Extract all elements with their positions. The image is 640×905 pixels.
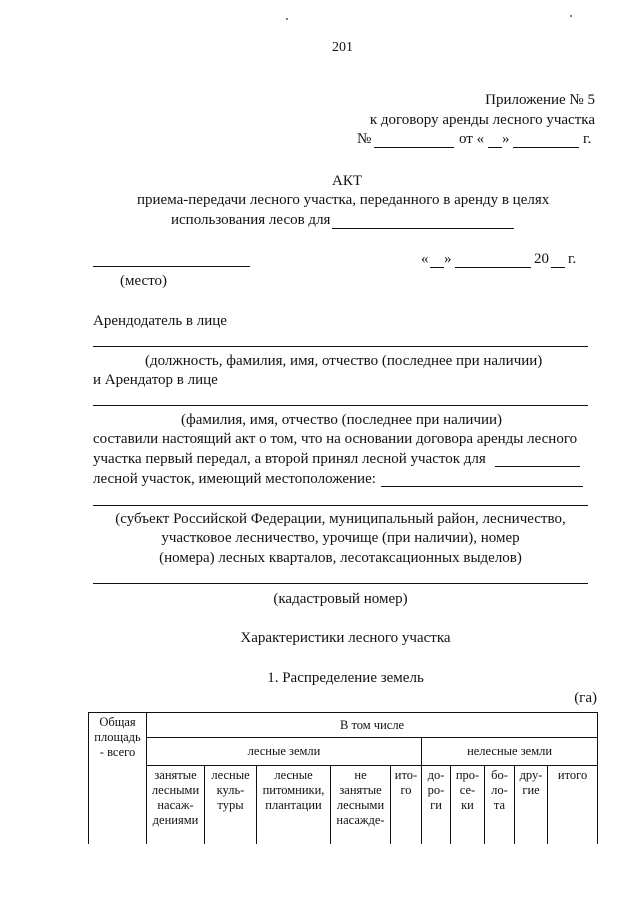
act-title: АКТ bbox=[332, 173, 362, 189]
lessor-label: Арендодатель в лице bbox=[93, 313, 227, 329]
act-month-line bbox=[455, 267, 531, 268]
body-paragraph-line2: участка первый передал, а второй принял лесной участок для bbox=[93, 451, 486, 467]
column-header-line: лесными bbox=[336, 798, 385, 812]
column-header-line: туры bbox=[217, 798, 244, 812]
nonforest-lands-header: нелесные земли bbox=[422, 738, 598, 766]
characteristics-heading: Характеристики лесного участка bbox=[240, 630, 451, 646]
total-area-header bbox=[89, 713, 147, 844]
column-header-line: питомники, bbox=[262, 783, 325, 797]
column-header-forest-crops bbox=[205, 766, 257, 844]
column-header-line: ки bbox=[461, 798, 474, 812]
column-header-line: се- bbox=[459, 783, 476, 797]
column-header-line: лесные bbox=[211, 768, 250, 782]
distribution-section-title: 1. Распределение земель bbox=[267, 670, 424, 686]
column-header-clearings bbox=[451, 766, 485, 844]
act-title-line1: приема-передачи лесного участка, переданного в аренду в целях bbox=[137, 192, 550, 208]
cadastral-line bbox=[93, 583, 588, 584]
column-header-line: дениями bbox=[152, 813, 199, 827]
total-area-line: Общая bbox=[99, 715, 136, 729]
column-header-line: не bbox=[354, 768, 367, 782]
unit-label: (га) bbox=[574, 690, 597, 706]
lessor-caption: (должность, фамилия, имя, отчество (последнее при наличии) bbox=[145, 353, 543, 369]
appendix-title: Приложение № 5 bbox=[485, 92, 595, 108]
column-header-line: занятые bbox=[154, 768, 197, 782]
contract-year-suffix: г. bbox=[583, 131, 592, 147]
contract-date-quote: » bbox=[502, 131, 510, 147]
column-header-line: гие bbox=[522, 783, 540, 797]
column-header-roads bbox=[422, 766, 451, 844]
contract-day-line bbox=[488, 147, 502, 148]
scan-dot bbox=[570, 15, 572, 17]
act-date-quote-open: « bbox=[421, 251, 429, 267]
total-area-line: - всего bbox=[99, 745, 136, 759]
column-header-nurseries bbox=[257, 766, 331, 844]
including-header: В том числе bbox=[147, 713, 598, 738]
location-line-1 bbox=[381, 486, 583, 487]
location-caption-3: (номера) лесных кварталов, лесотаксационных выделов) bbox=[159, 550, 522, 566]
act-day-line bbox=[430, 267, 444, 268]
column-header-line: лесными bbox=[151, 783, 200, 797]
lessor-line bbox=[93, 346, 588, 347]
forest-lands-header: лесные земли bbox=[147, 738, 422, 766]
column-header-forest-total bbox=[391, 766, 422, 844]
column-header-unstocked bbox=[331, 766, 391, 844]
location-caption-1: (субъект Российской Федерации, муниципальный район, лесничество, bbox=[115, 511, 566, 527]
place-line bbox=[93, 266, 250, 267]
column-header-line: насаж- bbox=[157, 798, 194, 812]
column-header-line: плантации bbox=[265, 798, 322, 812]
lessee-caption: (фамилия, имя, отчество (последнее при наличии) bbox=[181, 412, 503, 428]
column-header-line: та bbox=[493, 798, 506, 812]
lessee-line bbox=[93, 405, 588, 406]
place-caption: (место) bbox=[120, 273, 168, 289]
column-header-line: про- bbox=[455, 768, 480, 782]
column-header-swamps bbox=[485, 766, 515, 844]
act-year-suffix: г. bbox=[568, 251, 577, 267]
column-header-other bbox=[515, 766, 548, 844]
contract-date-from: от « bbox=[459, 131, 485, 147]
scan-dot bbox=[286, 18, 288, 20]
act-date-quote-close: » bbox=[444, 251, 452, 267]
column-header-line: насажде- bbox=[336, 813, 385, 827]
body-paragraph-line3: лесной участок, имеющий местоположение: bbox=[93, 471, 376, 487]
column-header-line: ито- bbox=[394, 768, 418, 782]
column-header-line: занятые bbox=[339, 783, 382, 797]
lessee-label: и Арендатор в лице bbox=[93, 372, 218, 388]
body-paragraph-line1: составили настоящий акт о том, что на основании договора аренды лесного bbox=[93, 431, 578, 447]
page-number: 201 bbox=[332, 40, 353, 55]
contract-month-line bbox=[513, 147, 579, 148]
cadastral-caption: (кадастровый номер) bbox=[273, 591, 408, 607]
column-header-line: ро- bbox=[427, 783, 445, 797]
column-header-stocked bbox=[147, 766, 205, 844]
contract-number-line bbox=[374, 147, 454, 148]
appendix-subtitle: к договору аренды лесного участка bbox=[369, 112, 595, 128]
column-header-line: ло- bbox=[491, 783, 508, 797]
act-title-line2: использования лесов для bbox=[171, 212, 331, 228]
column-header-line: ги bbox=[430, 798, 442, 812]
column-header-line: дру- bbox=[519, 768, 543, 782]
column-header-line: лесные bbox=[274, 768, 313, 782]
contract-number-label: № bbox=[357, 131, 372, 147]
use-purpose-line bbox=[495, 466, 580, 467]
column-header-nonforest-total bbox=[548, 766, 598, 844]
location-line-2 bbox=[93, 505, 588, 506]
act-year-line bbox=[551, 267, 565, 268]
column-header-line: го bbox=[400, 783, 412, 797]
land-distribution-table bbox=[88, 712, 598, 844]
column-header-line: бо- bbox=[491, 768, 508, 782]
column-header-line: итого bbox=[557, 768, 588, 782]
column-header-line: до- bbox=[427, 768, 445, 782]
column-header-line: куль- bbox=[216, 783, 245, 797]
purpose-line bbox=[332, 228, 514, 229]
location-caption-2: участковое лесничество, урочище (при наличии), номер bbox=[161, 530, 520, 546]
act-year-prefix: 20 bbox=[534, 251, 549, 267]
total-area-line: площадь bbox=[94, 730, 141, 744]
